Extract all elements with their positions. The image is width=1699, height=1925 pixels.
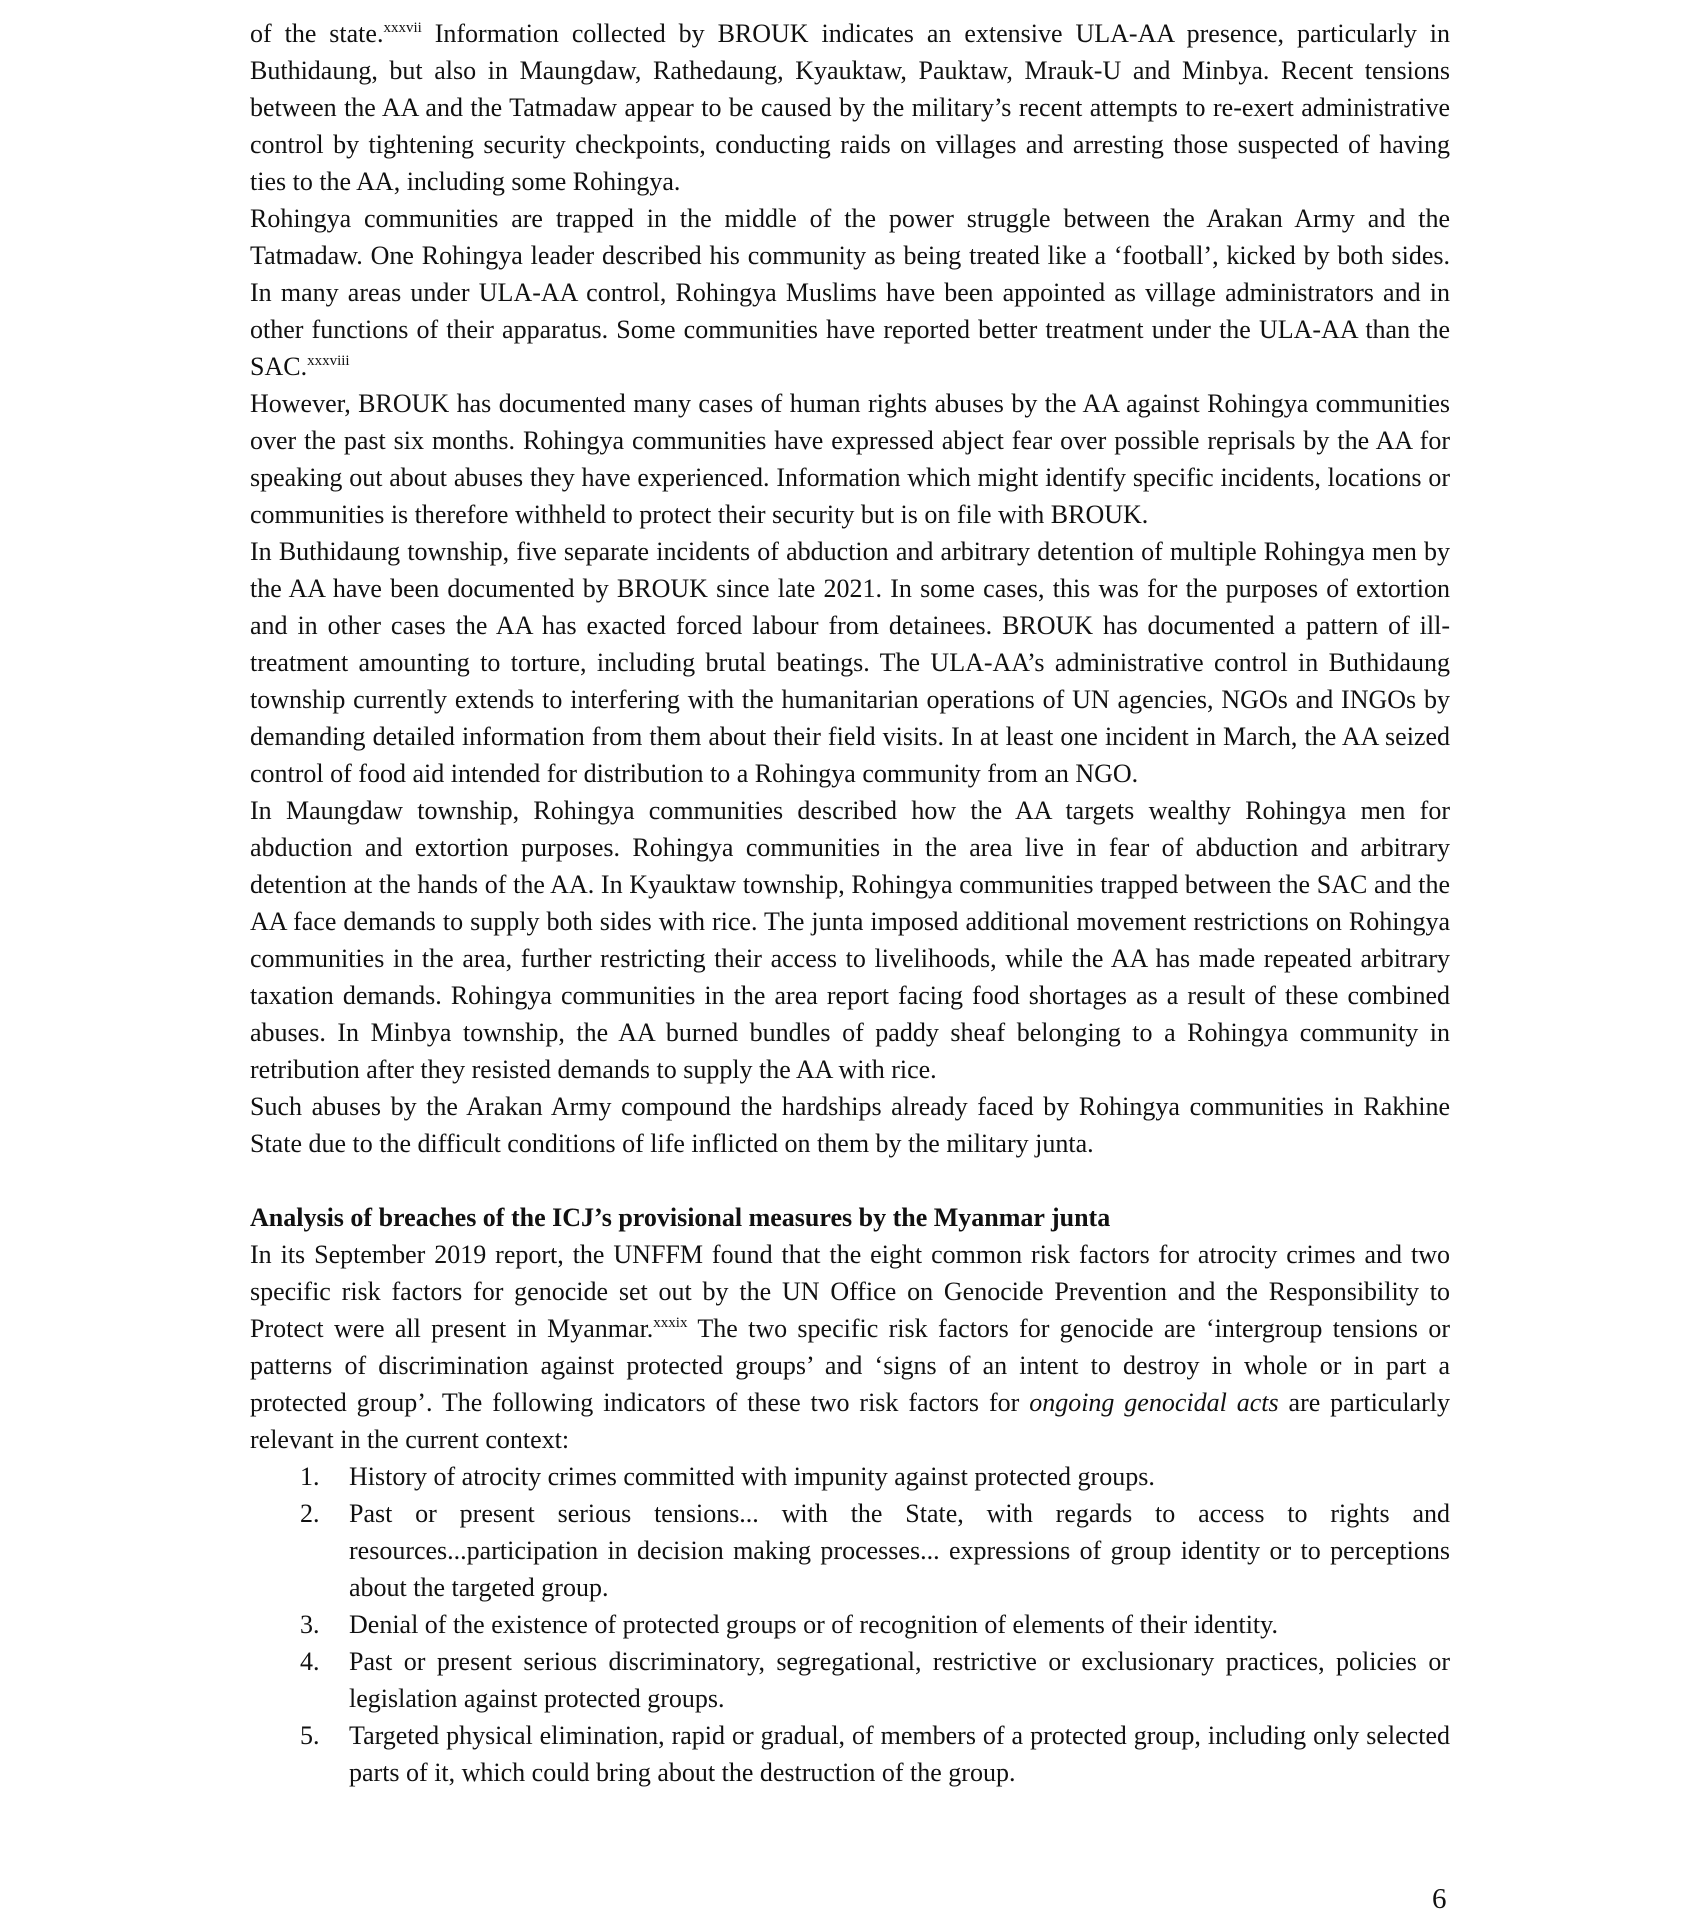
paragraph-text: In Buthidaung township, five separate incidents of abduction and arbitrary detention of multiple Rohingya men by the AA have been documented by BROUK since late 2021. In some cases, this was for the purposes of extortion and in other cases the AA has exacted forced labour from detainees. BROUK has documented a pattern of ill-treatment amounting to torture, including brutal beatings. The ULA-AA’s administrative control in Buthidaung township currently extends to interfering with the humanitarian operations of UN agencies, NGOs and INGOs by demanding detailed information from them about their field visits. In at least one incident in March, the AA seized control of food aid intended for distribution to a Rohingya community from an NGO. bbox=[250, 537, 1450, 788]
list-item bbox=[250, 1606, 1450, 1643]
list-item-number: 3. bbox=[300, 1610, 320, 1639]
page-body bbox=[250, 15, 1450, 1791]
emphasis-text: ongoing genocidal acts bbox=[1029, 1388, 1279, 1417]
paragraph-text: Rohingya communities are trapped in the middle of the power struggle between the Arakan Army and the Tatmadaw. One Rohingya leader described his community as being treated like a ‘football’, kicked by both sides. In many areas under ULA-AA control, Rohingya Muslims have been appointed as village administrators and in other functions of their apparatus. Some communities have reported better treatment under the ULA-AA than the SAC. bbox=[250, 204, 1450, 381]
list-item-text: Past or present serious discriminatory, segregational, restrictive or exclusionary practices, policies or legislation against protected groups. bbox=[349, 1647, 1450, 1713]
paragraph-text: of the state. bbox=[250, 19, 384, 48]
section-heading: Analysis of breaches of the ICJ’s provisional measures by the Myanmar junta bbox=[250, 1203, 1111, 1232]
paragraph-compound-hardships bbox=[250, 1088, 1450, 1162]
list-item-text: Denial of the existence of protected groups or of recognition of elements of their identity. bbox=[349, 1610, 1278, 1639]
section-intro-paragraph bbox=[250, 1236, 1450, 1458]
list-item-text: History of atrocity crimes committed with impunity against protected groups. bbox=[349, 1462, 1155, 1491]
paragraph-text: are particularly relevant in the current context: bbox=[250, 1388, 1450, 1454]
paragraph-maungdaw-kyauktaw-minbya bbox=[250, 792, 1450, 1088]
paragraph-power-struggle bbox=[250, 200, 1450, 385]
paragraph-text: Such abuses by the Arakan Army compound the hardships already faced by Rohingya communities in Rakhine State due to the difficult conditions of life inflicted on them by the military junta. bbox=[250, 1092, 1450, 1158]
list-item-text: Past or present serious tensions... with the State, with regards to access to rights and resources...participation in decision making processes... expressions of group identity or to perceptions about the targeted group. bbox=[349, 1499, 1450, 1602]
paragraph-documented-abuses bbox=[250, 385, 1450, 533]
list-item bbox=[250, 1495, 1450, 1606]
list-item bbox=[250, 1717, 1450, 1791]
endnote-marker[interactable]: xxxviii bbox=[307, 353, 350, 369]
paragraph-text: In Maungdaw township, Rohingya communities described how the AA targets wealthy Rohingya men for abduction and extortion purposes. Rohingya communities in the area live in fear of abduction and arbitrary detention at the hands of the AA. In Kyauktaw township, Rohingya communities trapped between the SAC and the AA face demands to supply both sides with rice. The junta imposed additional movement restrictions on Rohingya communities in the area, further restricting their access to livelihoods, while the AA has made repeated arbitrary taxation demands. Rohingya communities in the area report facing food shortages as a result of these combined abuses. In Minbya township, the AA burned bundles of paddy sheaf belonging to a Rohingya community in retribution after they resisted demands to supply the AA with rice. bbox=[250, 796, 1450, 1084]
list-item-number: 4. bbox=[300, 1647, 320, 1676]
list-item-number: 5. bbox=[300, 1721, 320, 1750]
paragraph-state-presence bbox=[250, 15, 1450, 200]
page-number: 6 bbox=[1432, 1883, 1447, 1915]
list-item bbox=[250, 1458, 1450, 1495]
list-item bbox=[250, 1643, 1450, 1717]
paragraph-text: Information collected by BROUK indicates an extensive ULA-AA presence, particularly in Buthidaung, but also in Maungdaw, Rathedaung, Kyauktaw, Pauktaw, Mrauk-U and Minbya. Recent tensions between the AA and the Tatmadaw appear to be caused by the military’s recent attempts to re-exert administrative control by tightening security checkpoints, conducting raids on villages and arresting those suspected of having ties to the AA, including some Rohingya. bbox=[250, 19, 1450, 196]
paragraph-text: In its September 2019 report, the UNFFM found that the eight common risk factors for atrocity crimes and two specific risk factors for genocide set out by the UN Office on Genocide Prevention and the Responsibility to Protect were all present in Myanmar. bbox=[250, 1240, 1450, 1343]
endnote-marker[interactable]: xxxvii bbox=[383, 20, 422, 36]
risk-indicator-list bbox=[250, 1458, 1450, 1791]
paragraph-buthidaung bbox=[250, 533, 1450, 792]
list-item-number: 2. bbox=[300, 1499, 320, 1528]
endnote-marker[interactable]: xxxix bbox=[653, 1315, 688, 1331]
paragraph-text: However, BROUK has documented many cases of human rights abuses by the AA against Rohingya communities over the past six months. Rohingya communities have expressed abject fear over possible reprisals by the AA for speaking out about abuses they have experienced. Information which might identify specific incidents, locations or communities is therefore withheld to protect their security but is on file with BROUK. bbox=[250, 389, 1450, 529]
list-item-text: Targeted physical elimination, rapid or gradual, of members of a protected group, including only selected parts of it, which could bring about the destruction of the group. bbox=[349, 1721, 1450, 1787]
paragraph-text: The two specific risk factors for genocide are ‘intergroup tensions or patterns of discrimination against protected groups’ and ‘signs of an intent to destroy in whole or in part a protected group’. The following indicators of these two risk factors for bbox=[250, 1314, 1450, 1417]
list-item-number: 1. bbox=[300, 1462, 320, 1491]
